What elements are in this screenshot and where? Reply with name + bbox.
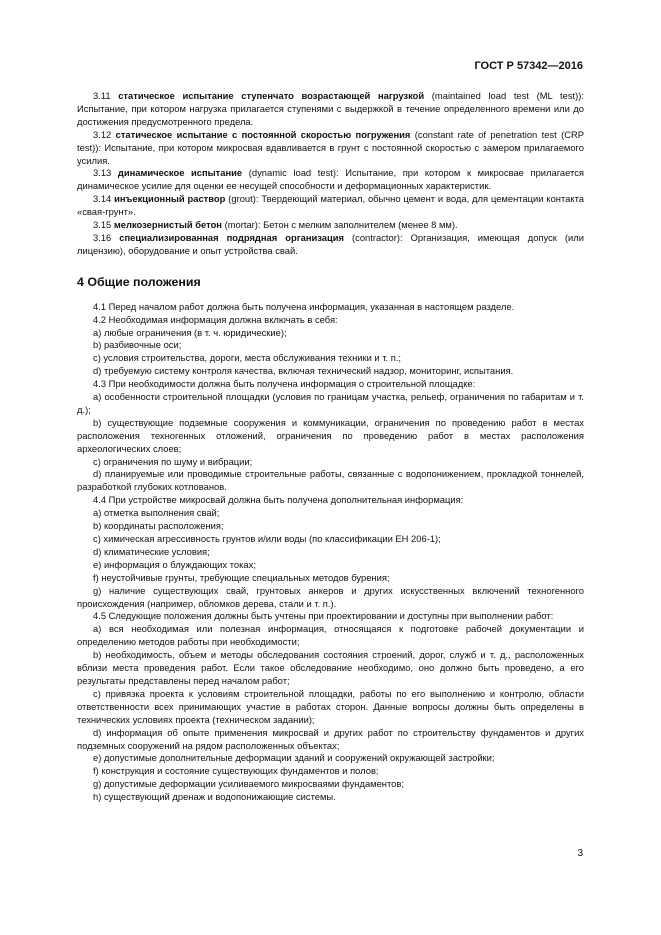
list-item: d) климатические условия;: [93, 545, 210, 557]
paragraph-4-3: 4.3 При необходимости должна быть получена информация о строительной площадке:: [93, 378, 476, 390]
list-item: b) координаты расположения;: [93, 520, 224, 532]
definition-3-11: 3.11 статическое испытание ступенчато возрастающей нагрузкой (maintained load test (ML test)): Испытание, при котором нагрузка прилагается ступенями с выдержкой в течение определенного времени или до достижения предусмотренного предела.: [77, 90, 584, 127]
list-item: b) существующие подземные сооружения и коммуникации, ограничения по проведению работ в местах расположения техногенных отложений, ограничения по проведению работ в местах расположения археологических слоев;: [77, 416, 584, 454]
list-item: e) допустимые дополнительные деформации зданий и сооружений окружающей застройки;: [93, 752, 495, 764]
list-item: a) особенности строительной площадки (условия по границам участка, рельеф, ограничения по габаритам и т. д.);: [77, 391, 584, 415]
paragraph-4-4: 4.4 При устройстве микросвай должна быть получена дополнительная информация:: [93, 494, 464, 506]
list-item: d) планируемые или проводимые строительные работы, связанные с водопонижением, прокладкой тоннелей, разработкой глубоких котлованов.: [77, 468, 584, 493]
list-item: h) существующий дренаж и водопонижающие системы.: [93, 791, 336, 803]
document-body: [77, 90, 584, 804]
list-item: a) вся необходимая или полезная информация, относящаяся к подготовке рабочей документации и определению методов работы при необходимости;: [77, 623, 584, 648]
paragraph-4-2: 4.2 Необходимая информация должна включать в себя:: [93, 313, 338, 325]
definition-3-12: 3.12 статическое испытание с постоянной скоростью погружения (constant rate of penetration test (CRP test)): Испытание, при котором микросвая вдавливается в грунт с постоянной скоростью с замером прилагаемого усилия.: [77, 128, 584, 166]
list-item: a) отметка выполнения свай;: [93, 507, 220, 519]
list-item: c) условия строительства, дороги, места обслуживания техники и т. п.;: [93, 352, 402, 364]
list-item: d) требуемую систему контроля качества, включая технический надзор, мониторинг, испытания.: [93, 365, 514, 377]
definition-3-15: 3.15 мелкозернистый бетон (mortar): Бетон с мелким заполнителем (менее 8 мм).: [93, 219, 458, 231]
definition-3-14: 3.14 инъекционный раствор (grout): Твердеющий материал, обычно цемент и вода, для цементации контакта «свая-грунт».: [77, 193, 584, 218]
list-item: c) ограничения по шуму и вибрации;: [93, 455, 253, 467]
list-item: g) допустимые деформации усиливаемого микросваями фундаментов;: [93, 778, 404, 790]
list-item: c) химическая агрессивность грунтов и/или воды (по классификации ЕН 206-1);: [93, 533, 441, 544]
paragraph-4-5: 4.5 Следующие положения должны быть учтены при проектировании и доступны при выполнении работ:: [93, 610, 554, 622]
list-item: a) любые ограничения (в т. ч. юридические);: [93, 326, 287, 338]
list-item: f) неустойчивые грунты, требующие специальных методов бурения;: [93, 571, 390, 583]
list-item: c) привязка проекта к условиям строительной площадки, работы по его выполнению и контролю, области ответственности всех принимающих участие в работах сторон. Данные вопросы должны быть определены в технических условиях проекта (техническом задании);: [77, 687, 584, 725]
document-header: ГОСТ Р 57342—2016: [474, 60, 583, 72]
list-item: g) наличие существующих свай, грунтовых анкеров и других искусственных включений техногенного происхождения (например, обломков дерева, стали и т. п.).: [77, 584, 584, 609]
definition-3-13: 3.13 динамическое испытание (dynamic load test): Испытание, при котором к микросвае прилагается динамическое усилие для оценки ее несущей способности и деформационных характеристик.: [77, 167, 584, 192]
page-number: 3: [577, 848, 583, 859]
paragraph-4-1: 4.1 Перед началом работ должна быть получена информация, указанная в настоящем разделе.: [93, 300, 515, 312]
list-item: f) конструкция и состояние существующих фундаментов и полов;: [93, 765, 379, 777]
definitions-block: [77, 90, 584, 258]
section-4-title: 4 Общие положения: [77, 274, 201, 289]
definition-3-16: 3.16 специализированная подрядная организация (contractor): Организация, имеющая допуск (или лицензию), оборудование и опыт устройства свай.: [77, 231, 584, 256]
list-item: e) информация о блуждающих токах;: [93, 558, 256, 570]
list-item: d) информация об опыте применения микросвай и других работ по строительству фундаментов и других подземных сооружений на рядом расположенных объектах;: [77, 726, 584, 751]
list-item: b) необходимость, объем и методы обследования состояния строений, дорог, служб и т. д., расположенных вблизи места проведения работ. Если такое обследование необходимо, оно должно быть проведено, а его результаты представлены перед началом работ;: [77, 649, 584, 686]
list-item: b) разбивочные оси;: [93, 339, 182, 351]
